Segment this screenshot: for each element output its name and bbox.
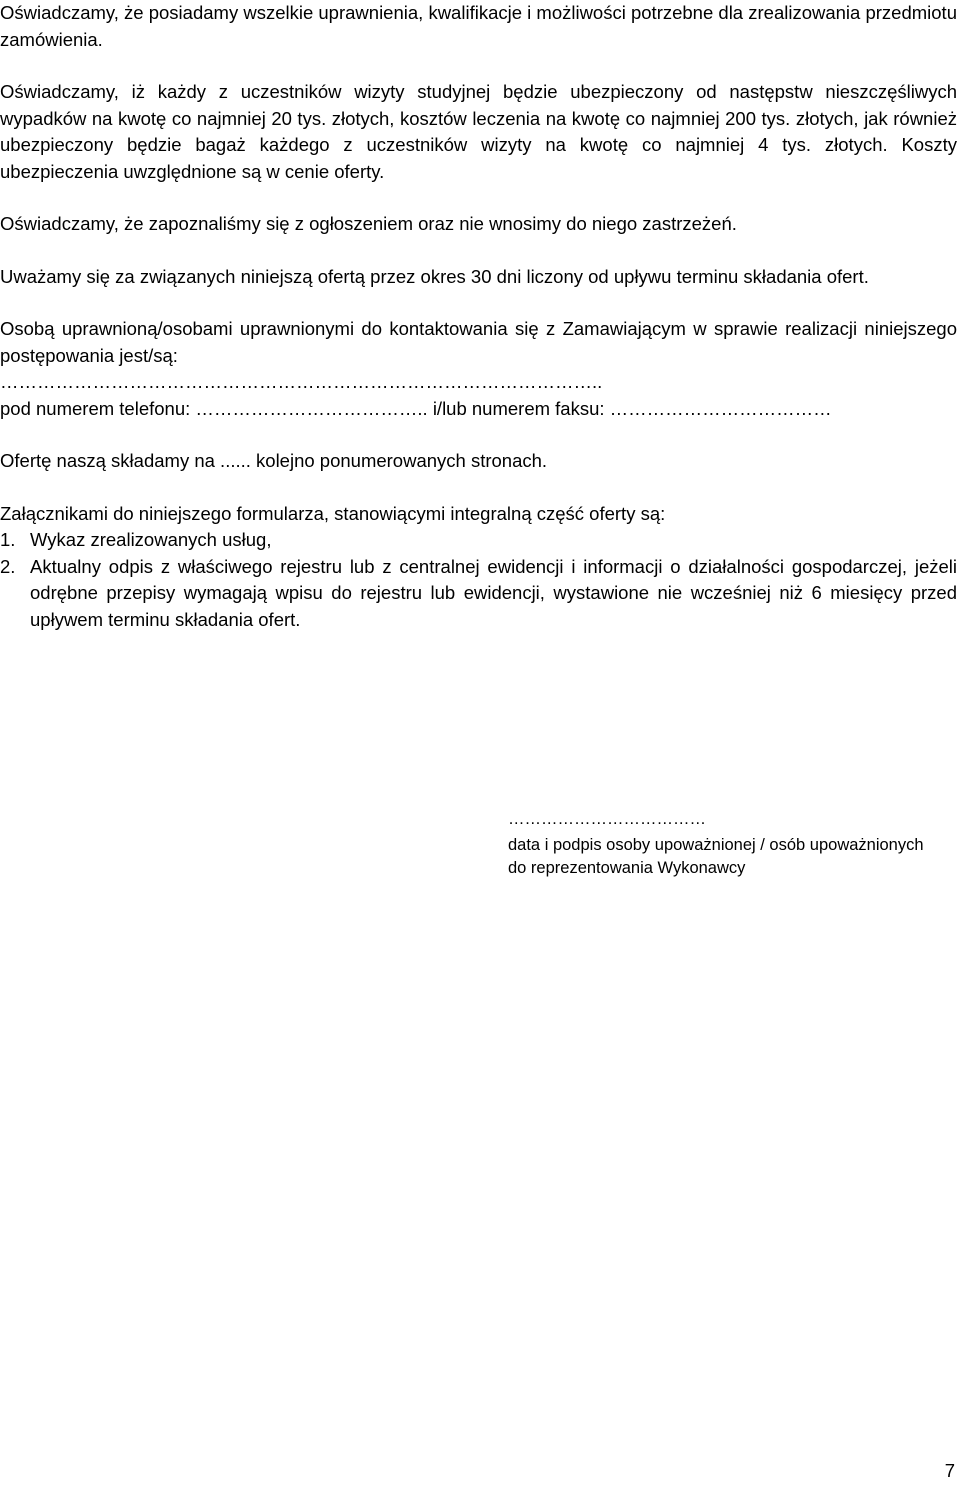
contact-phone-fax-line: pod numerem telefonu: ……………………………….. i/lub numerem faksu: ……………………………… xyxy=(0,397,832,419)
attachment-text: Aktualny odpis z właściwego rejestru lub z centralnej ewidencji i informacji o działalności gospodarczej, jeżeli odrębne przepisy wymagają wpisu do rejestru lub ewidencji, wystawione nie wcześniej niż 6 miesięcy przed upływem terminu składania ofert. xyxy=(30,555,957,630)
attachment-number: 1. xyxy=(0,529,16,550)
statement-page-count: Ofertę naszą składamy na ...... kolejno ponumerowanych stronach. xyxy=(0,450,548,471)
statement-qualifications: Oświadczamy, że posiadamy wszelkie uprawnienia, kwalifikacje i możliwości potrzebne dla zrealizowania przedmiotu zamówienia. xyxy=(0,2,957,50)
signature-caption-line-2: do reprezentowania Wykonawcy xyxy=(508,859,746,877)
attachment-item-1 xyxy=(0,527,957,554)
attachment-item-2 xyxy=(0,554,957,634)
attachments-list xyxy=(0,527,957,633)
statement-announcement: Oświadczamy, że zapoznaliśmy się z ogłoszeniem oraz nie wnosimy do niego zastrzeżeń. xyxy=(0,213,737,234)
signature-block xyxy=(508,808,948,881)
attachment-number: 2. xyxy=(0,555,16,577)
document-body xyxy=(0,0,957,633)
signature-dotted-line: ……………………………… xyxy=(508,810,706,828)
signature-caption-line-1: data i podpis osoby upoważnionej / osób upoważnionych xyxy=(508,835,924,854)
contact-dotted-line: …………………………………………………………………………………….. xyxy=(0,371,603,392)
attachments-intro: Załącznikami do niniejszego formularza, stanowiącymi integralną część oferty są: xyxy=(0,502,666,524)
statement-contact-person: Osobą uprawnioną/osobami uprawnionymi do kontaktowania się z Zamawiającym w sprawie realizacji niniejszego postępowania jest/są: xyxy=(0,318,957,366)
statement-validity-period: Uważamy się za związanych niniejszą ofertą przez okres 30 dni liczony od upływu terminu składania ofert. xyxy=(0,265,869,287)
attachment-text: Wykaz zrealizowanych usług, xyxy=(30,529,272,550)
statement-insurance: Oświadczamy, iż każdy z uczestników wizyty studyjnej będzie ubezpieczony od następstw nieszczęśliwych wypadków na kwotę co najmniej 20 tys. złotych, kosztów leczenia na kwotę co najmniej 200 tys. złotych, jak również ubezpieczony będzie bagaż każdego z uczestników wizyty na kwotę co najmniej 4 tys. złotych. Koszty ubezpieczenia uwzględnione są w cenie oferty. xyxy=(0,81,957,182)
page-number: 7 xyxy=(944,1460,955,1481)
